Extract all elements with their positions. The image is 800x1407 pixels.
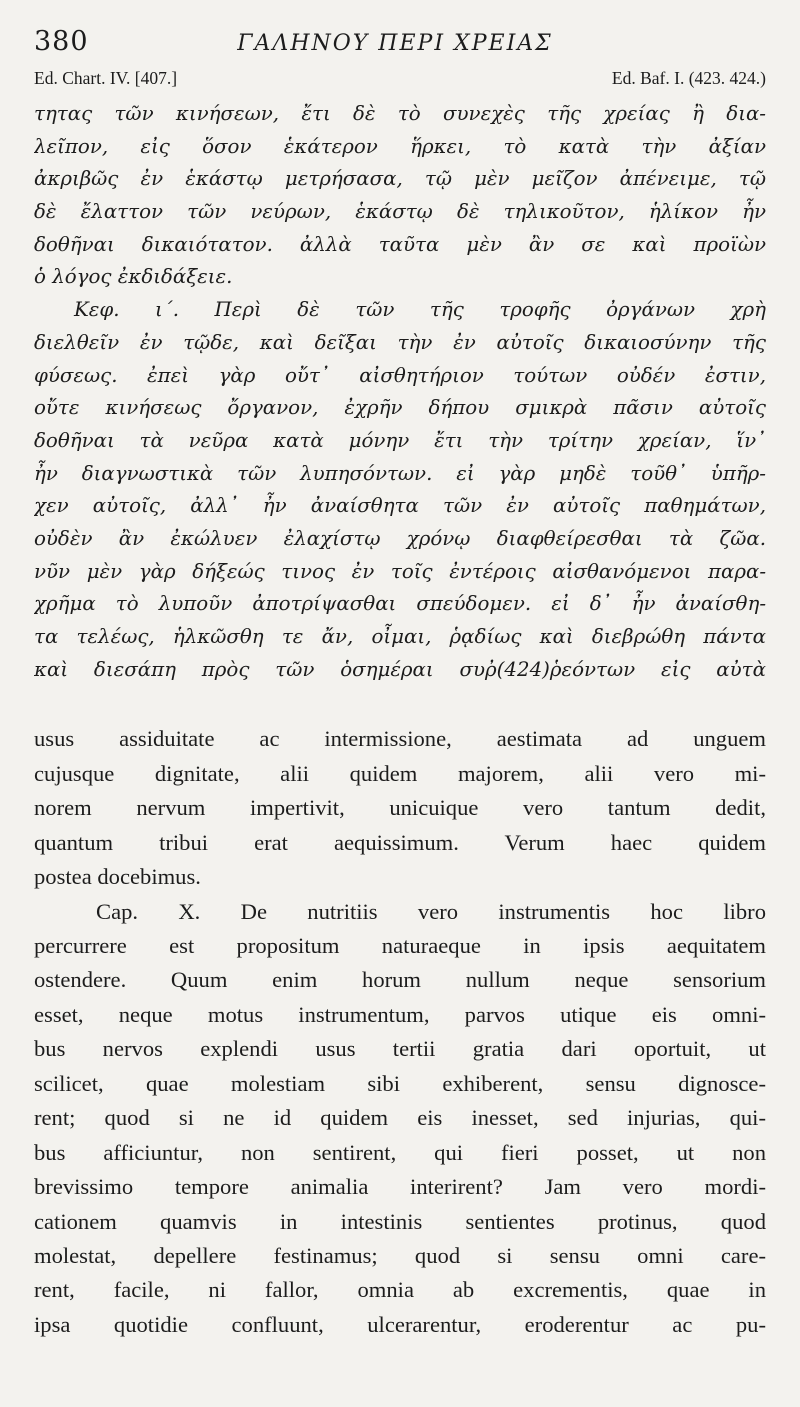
greek-line: νῦν μὲν γὰρ δήξεώς τινος ἐν τοῖς ἐντέροις αἰσθανόμενοι παρα- <box>34 559 766 583</box>
greek-line: δοθῆναι δικαιότατον. ἀλλὰ ταῦτα μὲν ἂν σε καὶ προϊὼν <box>34 232 766 256</box>
latin-line: bus afficiuntur, non sentirent, qui fieri posset, ut non <box>34 1139 766 1165</box>
latin-line: ipsa quotidie confluunt, ulcerarentur, eroderentur ac pu- <box>34 1311 766 1337</box>
latin-text <box>34 722 766 1342</box>
latin-line: scilicet, quae molestiam sibi exhiberent, sensu dignosce- <box>34 1070 766 1096</box>
greek-line: ἦν διαγνωστικὰ τῶν λυπησόντων. εἰ γὰρ μηδὲ τοῦθ᾽ ὑπῆρ- <box>34 461 766 485</box>
latin-line: quantum tribui erat aequissimum. Verum haec quidem <box>34 829 766 855</box>
page-number: 380 <box>34 26 89 57</box>
latin-line: ostendere. Quum enim horum nullum neque sensorium <box>34 967 766 993</box>
latin-line: rent; quod si ne id quidem eis inesset, sed injurias, qui- <box>34 1105 766 1131</box>
latin-line: percurrere est propositum naturaeque in ipsis aequitatem <box>34 933 766 958</box>
running-title: ΓΑΛΗΝΟΥ ΠΕΡΙ ΧΡΕΙΑΣ <box>237 31 553 56</box>
greek-line: διελθεῖν ἐν τῷδε, καὶ δεῖξαι τὴν ἐν αὐτοῖς δικαιοσύνην τῆς <box>34 330 766 354</box>
latin-line: esset, neque motus instrumentum, parvos utique eis omni- <box>34 1001 766 1027</box>
greek-line: χεν αὐτοῖς, ἀλλ᾽ ἦν ἀναίσθητα τῶν ἐν αὐτοῖς παθημάτων, <box>34 494 766 518</box>
greek-line: τα τελέως, ἡλκῶσθη τε ἄν, οἶμαι, ῥᾳδίως καὶ διεβρώθη πάντα <box>34 625 766 648</box>
edition-right: Ed. Baf. I. (423. 424.) <box>611 68 766 88</box>
latin-line: bus nervos explendi usus tertii gratia dari oportuit, ut <box>34 1036 766 1062</box>
greek-line: λεῖπον, εἰς ὅσον ἑκάτερον ἥρκει, τὸ κατὰ τὴν ἀξίαν <box>34 134 766 158</box>
latin-line: norem nervum impertivit, unicuique vero tantum dedit, <box>34 795 766 821</box>
edition-references <box>34 68 766 98</box>
greek-line: οὔτε κινήσεως ὄργανον, ἐχρῆν δήπου σμικρὰ πᾶσιν αὐτοῖς <box>34 396 766 420</box>
greek-line: δοθῆναι τὰ νεῦρα κατὰ μόνην ἔτι τὴν τρίτην χρείαν, ἵν᾽ <box>34 428 766 452</box>
latin-line: brevissimo tempore animalia interirent? Jam vero mordi- <box>34 1174 766 1200</box>
latin-line: cujusque dignitate, alii quidem majorem, alii vero mi- <box>34 760 766 786</box>
latin-line: postea docebimus. <box>34 864 201 890</box>
latin-line: cationem quamvis in intestinis sentientes protinus, quod <box>34 1208 766 1234</box>
latin-line: rent, facile, ni fallor, omnia ab excrementis, quae in <box>34 1277 766 1303</box>
greek-chapter-heading-line: Κεφ. ι΄. Περὶ δὲ τῶν τῆς τροφῆς ὀργάνων χρὴ <box>74 298 766 322</box>
latin-line: molestat, depellere festinamus; quod si sensu omni care- <box>34 1242 766 1268</box>
greek-line: χρῆμα τὸ λυποῦν ἀποτρίψασθαι σπεύδομεν. εἰ δ᾽ ἦν ἀναίσθη- <box>34 592 766 616</box>
latin-line: usus assiduitate ac intermissione, aestimata ad unguem <box>34 726 766 752</box>
greek-line: τητας τῶν κινήσεων, ἔτι δὲ τὸ συνεχὲς τῆς χρείας ἢ δια- <box>34 102 766 125</box>
greek-line: ὁ λόγος ἐκδιδάξειε. <box>34 265 233 289</box>
greek-line: καὶ διεσάπη πρὸς τῶν ὁσημέραι συῤ(424)ῥεόντων εἰς αὐτὰ <box>34 657 766 681</box>
greek-line: δὲ ἔλαττον τῶν νεύρων, ἑκάστῳ δὲ τηλικοῦτον, ἡλίκον ἦν <box>34 200 766 224</box>
greek-text <box>34 98 766 686</box>
edition-left: Ed. Chart. IV. [407.] <box>34 68 178 88</box>
greek-line: φύσεως. ἐπεὶ γὰρ οὔτ᾽ αἰσθητήριον τούτων οὐδέν ἐστιν, <box>34 363 766 387</box>
greek-line: οὐδὲν ἂν ἐκώλυεν ἐλαχίστῳ χρόνῳ διαφθείρεσθαι τὰ ζῶα. <box>34 526 766 550</box>
running-head <box>34 26 766 66</box>
greek-line: ἀκριβῶς ἐν ἑκάστῳ μετρήσασα, τῷ μὲν μεῖζον ἀπένειμε, τῷ <box>34 167 766 191</box>
latin-chapter-heading-line: Cap. X. De nutritiis vero instrumentis hoc libro <box>96 898 766 924</box>
